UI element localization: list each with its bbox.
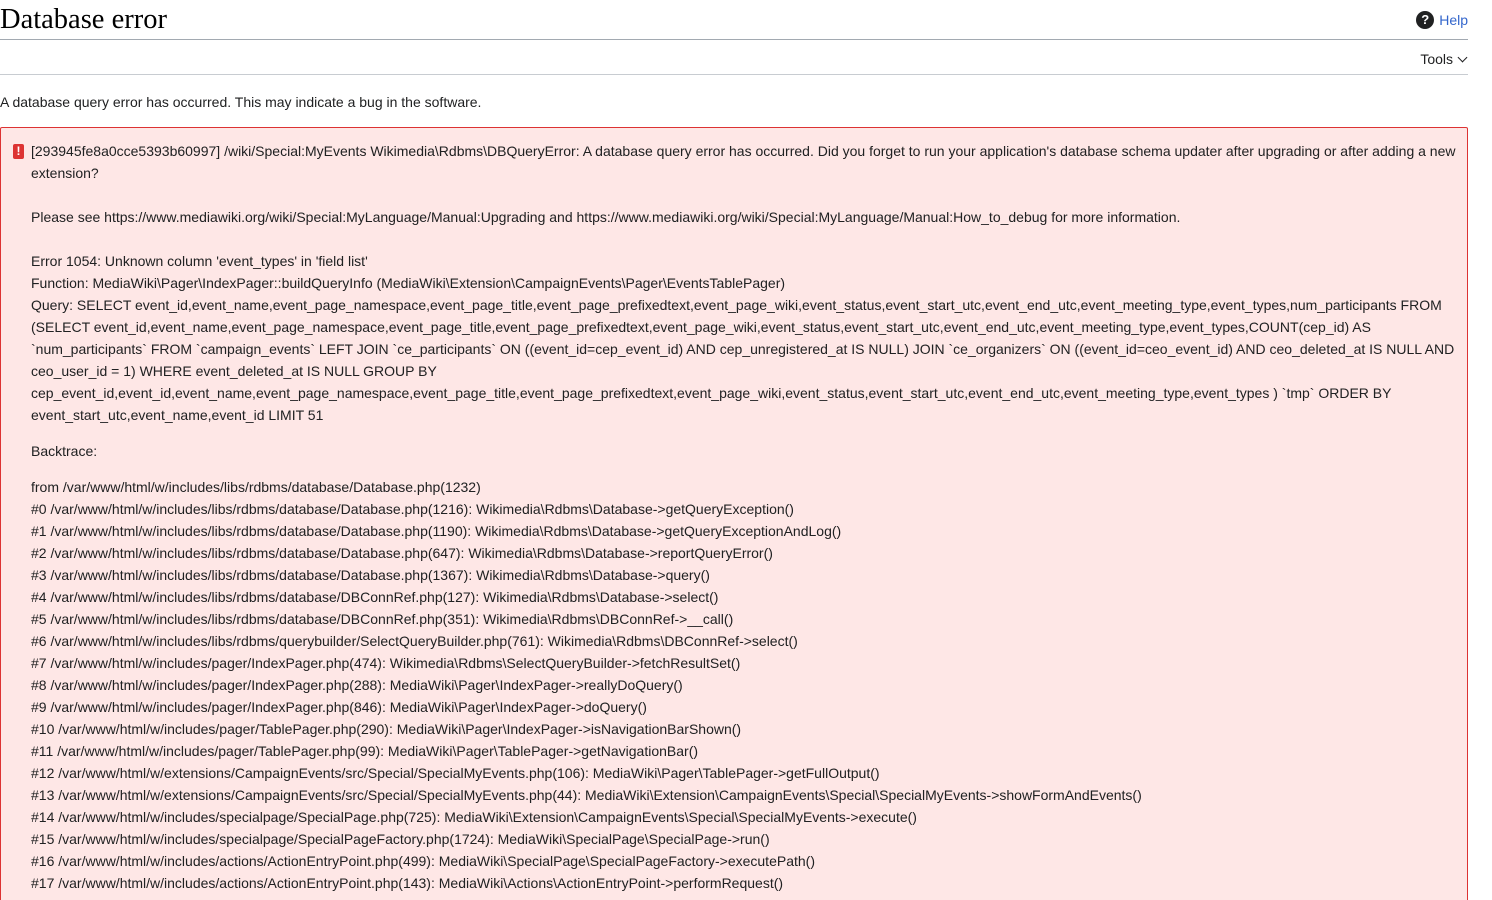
backtrace-line: #8 /var/www/html/w/includes/pager/IndexPager.php(288): MediaWiki\Pager\IndexPager->reallyDoQuery() xyxy=(31,677,683,693)
chevron-down-icon[interactable] xyxy=(1458,52,1468,62)
backtrace-line: #3 /var/www/html/w/includes/libs/rdbms/database/Database.php(1367): Wikimedia\Rdbms\Database->query() xyxy=(31,567,710,583)
backtrace-line: #16 /var/www/html/w/includes/actions/ActionEntryPoint.php(499): MediaWiki\SpecialPage\SpecialPageFactory->executePath() xyxy=(31,853,815,869)
error-query: Query: SELECT event_id,event_name,event_page_namespace,event_page_title,event_page_prefixedtext,event_page_wiki,event_status,event_start_utc,event_end_utc,event_meeting_type,event_types,num_participants FROM (SELECT event_id,event_name,event_page_namespace,event_page_title,event_page_prefixedtext,event_page_wiki,event_status,event_start_utc,event_end_utc,event_meeting_type,event_types,COUNT(cep_id) AS `num_participants` FROM `campaign_events` LEFT JOIN `ce_participants` ON ((event_id=cep_event_id) AND cep_unregistered_at IS NULL) JOIN `ce_organizers` ON ((event_id=ceo_event_id) AND ceo_deleted_at IS NULL AND ceo_user_id = 1) WHERE event_deleted_at IS NULL GROUP BY cep_event_id,event_id,event_name,event_page_namespace,event_page_title,event_page_prefixedtext,event_page_wiki,event_status,event_start_utc,event_end_utc,event_meeting_type,event_types ) `tmp` ORDER BY event_start_utc,event_name,event_id LIMIT 51 xyxy=(31,297,1455,423)
backtrace-line: from /var/www/html/w/includes/libs/rdbms/database/Database.php(1232) xyxy=(31,479,481,495)
backtrace-line: #4 /var/www/html/w/includes/libs/rdbms/database/DBConnRef.php(127): Wikimedia\Rdbms\Database->select() xyxy=(31,589,719,605)
error-box xyxy=(0,127,1468,900)
backtrace-line: #5 /var/www/html/w/includes/libs/rdbms/database/DBConnRef.php(351): Wikimedia\Rdbms\DBConnRef->__call() xyxy=(31,611,734,627)
error-code: Error 1054: Unknown column 'event_types' in 'field list' xyxy=(31,253,368,269)
backtrace-label: Backtrace: xyxy=(31,443,98,459)
backtrace-line: #12 /var/www/html/w/extensions/CampaignEvents/src/Special/SpecialMyEvents.php(106): MediaWiki\Pager\TablePager->getFullOutput() xyxy=(31,765,880,781)
error-see-also: Please see https://www.mediawiki.org/wiki/Special:MyLanguage/Manual:Upgrading and https://www.mediawiki.org/wiki/Special:MyLanguage/Manual:How_to_debug for more information. xyxy=(31,209,1181,225)
error-icon: ! xyxy=(13,144,24,159)
tools-bar xyxy=(0,40,1468,75)
backtrace-line: #13 /var/www/html/w/extensions/CampaignEvents/src/Special/SpecialMyEvents.php(44): MediaWiki\Extension\CampaignEvents\Special\SpecialMyEvents->showFormAndEvents() xyxy=(31,787,1142,803)
backtrace-line: #14 /var/www/html/w/includes/specialpage/SpecialPage.php(725): MediaWiki\Extension\CampaignEvents\Special\SpecialMyEvents->execute() xyxy=(31,809,917,825)
backtrace-line: #9 /var/www/html/w/includes/pager/IndexPager.php(846): MediaWiki\Pager\IndexPager->doQuery() xyxy=(31,699,647,715)
page-title: Database error xyxy=(0,4,167,35)
backtrace-line: #6 /var/www/html/w/includes/libs/rdbms/querybuilder/SelectQueryBuilder.php(761): Wikimedia\Rdbms\DBConnRef->select() xyxy=(31,633,798,649)
error-function: Function: MediaWiki\Pager\IndexPager::buildQueryInfo (MediaWiki\Extension\CampaignEvents\Pager\EventsTablePager) xyxy=(31,275,786,291)
page-header xyxy=(0,0,1468,40)
backtrace-line: #15 /var/www/html/w/includes/specialpage/SpecialPageFactory.php(1724): MediaWiki\SpecialPage\SpecialPage->run() xyxy=(31,831,770,847)
backtrace-list xyxy=(31,476,1457,894)
backtrace-line: #10 /var/www/html/w/includes/pager/TablePager.php(290): MediaWiki\Pager\IndexPager->isNavigationBarShown() xyxy=(31,721,742,737)
tools-dropdown[interactable] xyxy=(1420,51,1468,67)
backtrace-line: #2 /var/www/html/w/includes/libs/rdbms/database/Database.php(647): Wikimedia\Rdbms\Database->reportQueryError() xyxy=(31,545,773,561)
error-content xyxy=(31,140,1457,894)
help-icon[interactable]: ? xyxy=(1416,11,1434,29)
intro-text: A database query error has occurred. This may indicate a bug in the software. xyxy=(0,94,482,110)
backtrace-line: #1 /var/www/html/w/includes/libs/rdbms/database/Database.php(1190): Wikimedia\Rdbms\Database->getQueryExceptionAndLog() xyxy=(31,523,842,539)
backtrace-line: #0 /var/www/html/w/includes/libs/rdbms/database/Database.php(1216): Wikimedia\Rdbms\Database->getQueryException() xyxy=(31,501,794,517)
tools-label[interactable]: Tools xyxy=(1420,51,1453,67)
error-message: [293945fe8a0cce5393b60997] /wiki/Special:MyEvents Wikimedia\Rdbms\DBQueryError: A database query error has occurred. Did you forget to run your application's database schema updater after upgrading or after adding a new extension? xyxy=(31,143,1456,181)
help-link[interactable] xyxy=(1416,11,1468,29)
backtrace-line: #7 /var/www/html/w/includes/pager/IndexPager.php(474): Wikimedia\Rdbms\SelectQueryBuilder->fetchResultSet() xyxy=(31,655,741,671)
backtrace-line: #17 /var/www/html/w/includes/actions/ActionEntryPoint.php(143): MediaWiki\Actions\ActionEntryPoint->performRequest() xyxy=(31,875,784,891)
help-label[interactable]: Help xyxy=(1439,12,1468,28)
backtrace-line: #11 /var/www/html/w/includes/pager/TablePager.php(99): MediaWiki\Pager\TablePager->getNavigationBar() xyxy=(31,743,699,759)
